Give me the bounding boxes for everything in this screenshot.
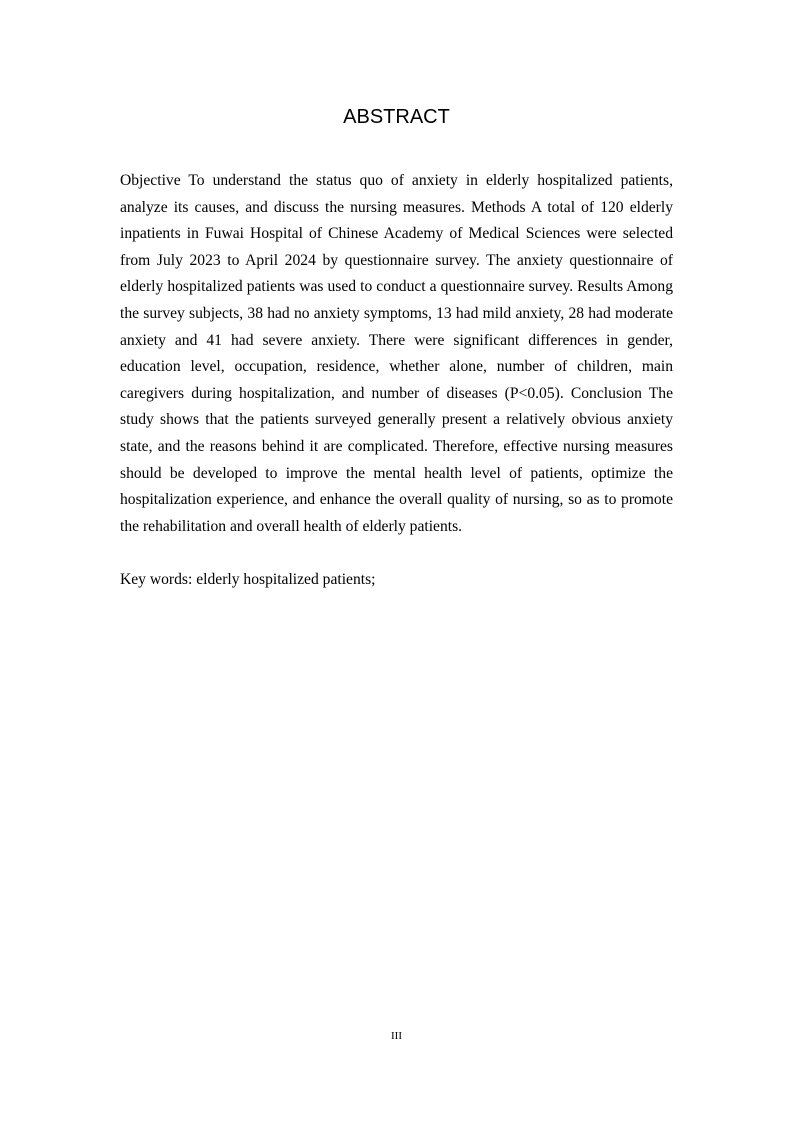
abstract-title: ABSTRACT [343, 106, 450, 128]
abstract-body: Objective To understand the status quo of anxiety in elderly hospitalized patients, analyze its causes, and discuss the nursing measures. Methods A total of 120 elderly inpatients in Fuwai Hospital of Chinese Academy of Medical Sciences were selected from July 2023 to April 2024 by questionnaire survey. The anxiety questionnaire of elderly hospitalized patients was used to conduct a questionnaire survey. Results Among the survey subjects, 38 had no anxiety symptoms, 13 had mild anxiety, 28 had moderate anxiety and 41 had severe anxiety. There were significant differences in gender, education level, occupation, residence, whether alone, number of children, main caregivers during hospitalization, and number of diseases (P<0.05). Conclusion The study shows that the patients surveyed generally present a relatively obvious anxiety state, and the reasons behind it are complicated. Therefore, effective nursing measures should be developed to improve the mental health level of patients, optimize the hospitalization experience, and enhance the overall quality of nursing, so as to promote the rehabilitation and overall health of elderly patients. [120, 172, 673, 535]
keywords-line: Key words: elderly hospitalized patients; [120, 571, 376, 588]
page-number: III [391, 1030, 402, 1042]
